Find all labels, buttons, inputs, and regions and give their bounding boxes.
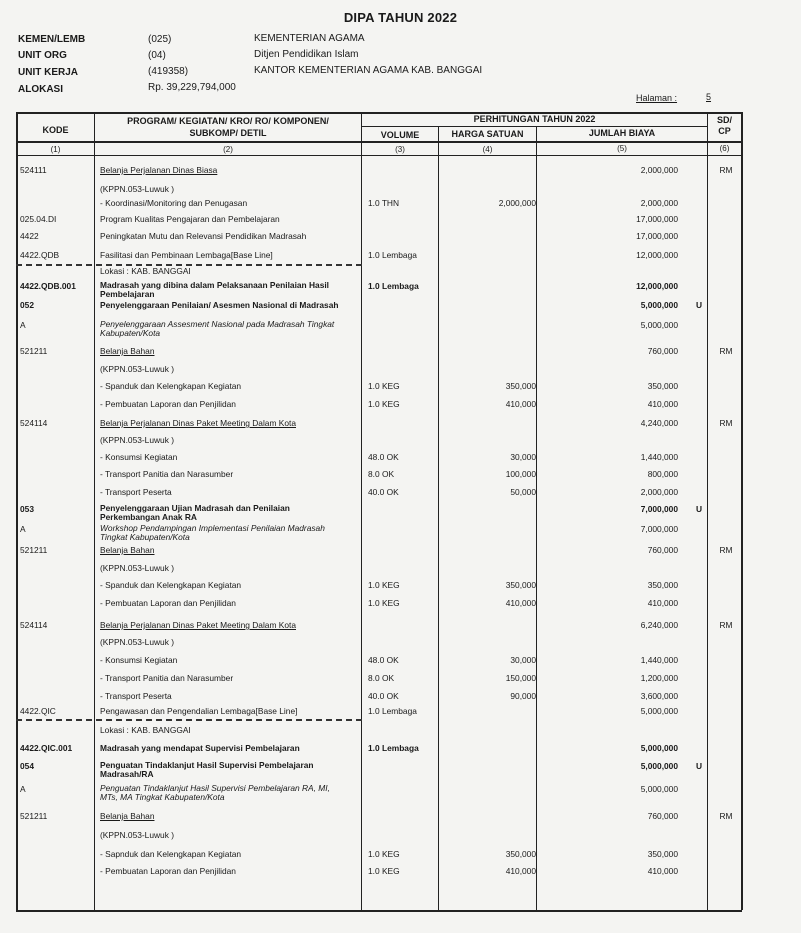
meta-code: (025) [148, 34, 172, 45]
row-flag: U [696, 504, 703, 514]
row-kode: 524111 [20, 165, 47, 175]
header-perhitungan: PERHITUNGAN TAHUN 2022 [473, 114, 596, 124]
row-kode: 4422 [20, 231, 39, 241]
row-jumlah-biaya: 7,000,000 [640, 524, 678, 534]
header-sdcp-sub: CP [718, 126, 731, 136]
row-jumlah-biaya: 5,000,000 [640, 320, 678, 330]
row-volume: 1.0 KEG [368, 399, 400, 409]
section-divider [16, 719, 362, 721]
row-harga-satuan: 100,000 [505, 469, 536, 479]
row-volume: 1.0 KEG [368, 866, 400, 876]
row-description: Peningkatan Mutu dan Relevansi Pendidikan Madrasah [100, 231, 307, 241]
row-jumlah-biaya: 350,000 [647, 580, 678, 590]
row-description: - Koordinasi/Monitoring dan Penugasan [100, 198, 248, 208]
row-kode: 4422.QIC [20, 706, 56, 716]
row-kode: 521211 [20, 811, 48, 821]
row-volume: 40.0 OK [368, 487, 399, 497]
row-description: Fasilitasi dan Pembinaan Lembaga[Base Line] [100, 250, 273, 260]
row-jumlah-biaya: 5,000,000 [640, 761, 678, 771]
row-description: Madrasah yang mendapat Supervisi Pembelajaran [100, 743, 300, 753]
row-description: - Konsumsi Kegiatan [100, 655, 178, 665]
row-description: - Transport Peserta [100, 691, 172, 701]
row-jumlah-biaya: 2,000,000 [640, 165, 678, 175]
header-program: PROGRAM/ KEGIATAN/ KRO/ RO/ KOMPONEN/ [127, 116, 329, 126]
row-kode: A [20, 784, 26, 794]
row-kode: A [20, 320, 26, 330]
row-jumlah-biaya: 12,000,000 [636, 250, 678, 260]
row-description: (KPPN.053-Luwuk ) [100, 637, 175, 647]
row-jumlah-biaya: 1,440,000 [640, 452, 678, 462]
table-rule [16, 155, 742, 156]
row-kode: 524114 [20, 620, 48, 630]
row-description: - Pembuatan Laporan dan Penjilidan [100, 399, 236, 409]
row-kode: 054 [20, 761, 34, 771]
row-kode: A [20, 524, 26, 534]
row-description: - Spanduk dan Kelengkapan Kegiatan [100, 381, 242, 391]
header-kode: KODE [42, 125, 69, 135]
header-sdcp: SD/ [716, 115, 732, 125]
row-sdcp: RM [719, 346, 733, 356]
row-harga-satuan: 50,000 [510, 487, 536, 497]
row-volume: 1.0 KEG [368, 598, 400, 608]
meta-label: UNIT KERJA [18, 67, 79, 78]
row-kode: 052 [20, 300, 34, 310]
row-harga-satuan: 350,000 [505, 381, 536, 391]
row-harga-satuan: 350,000 [505, 580, 536, 590]
row-sdcp: RM [719, 418, 733, 428]
row-jumlah-biaya: 2,000,000 [640, 487, 678, 497]
row-volume: 1.0 Lembaga [368, 250, 417, 260]
row-jumlah-biaya: 410,000 [647, 598, 678, 608]
row-volume: 1.0 KEG [368, 849, 400, 859]
row-jumlah-biaya: 350,000 [647, 849, 678, 859]
row-jumlah-biaya: 2,000,000 [640, 198, 678, 208]
row-jumlah-biaya: 5,000,000 [640, 300, 678, 310]
meta-value: Ditjen Pendidikan Islam [254, 49, 359, 60]
meta-code: (04) [148, 50, 166, 61]
table-col-rule [536, 126, 537, 910]
row-jumlah-biaya: 5,000,000 [640, 706, 678, 716]
row-volume: 1.0 Lembaga [368, 706, 417, 716]
row-description: Lokasi : KAB. BANGGAI [100, 725, 191, 735]
row-jumlah-biaya: 760,000 [647, 545, 678, 555]
row-description: - Pembuatan Laporan dan Penjilidan [100, 598, 236, 608]
meta-value: KANTOR KEMENTERIAN AGAMA KAB. BANGGAI [254, 65, 483, 76]
meta-label: UNIT ORG [18, 50, 67, 61]
row-harga-satuan: 350,000 [505, 849, 536, 859]
table-col-rule [94, 112, 95, 910]
meta-code: (419358) [148, 66, 189, 77]
header-volume: VOLUME [380, 130, 420, 140]
row-jumlah-biaya: 760,000 [647, 346, 678, 356]
row-kode: 025.04.DI [20, 214, 57, 224]
row-description: Pengawasan dan Pengendalian Lembaga[Base Line] [100, 706, 298, 716]
row-kode: 4422.QDB [20, 250, 60, 260]
column-number: (6) [719, 144, 730, 153]
row-harga-satuan: 90,000 [510, 691, 536, 701]
row-jumlah-biaya: 5,000,000 [640, 784, 678, 794]
row-kode: 521211 [20, 545, 48, 555]
row-sdcp: RM [719, 545, 733, 555]
row-description: - Spanduk dan Kelengkapan Kegiatan [100, 580, 242, 590]
row-description: - Transport Peserta [100, 487, 172, 497]
row-description: Belanja Perjalanan Dinas Paket Meeting Dalam Kota [100, 620, 296, 630]
meta-value: KEMENTERIAN AGAMA [254, 33, 365, 44]
row-description: Belanja Perjalanan Dinas Paket Meeting Dalam Kota [100, 418, 296, 428]
row-volume: 1.0 Lembaga [368, 281, 419, 291]
row-description: - Konsumsi Kegiatan [100, 452, 178, 462]
row-jumlah-biaya: 3,600,000 [640, 691, 678, 701]
row-jumlah-biaya: 5,000,000 [640, 743, 678, 753]
row-volume: 1.0 Lembaga [368, 743, 419, 753]
row-description: Belanja Bahan [100, 811, 155, 821]
page-title: DIPA TAHUN 2022 [343, 10, 458, 25]
page-label: Halaman : [636, 93, 678, 103]
page-number: 5 [706, 92, 712, 102]
table-rule [16, 141, 742, 143]
row-volume: 1.0 KEG [368, 381, 400, 391]
row-jumlah-biaya: 6,240,000 [640, 620, 678, 630]
row-description: Belanja Bahan [100, 545, 155, 555]
row-harga-satuan: 2,000,000 [498, 198, 536, 208]
row-harga-satuan: 410,000 [505, 399, 536, 409]
row-kode: 4422.QDB.001 [20, 281, 76, 291]
table-rule [361, 126, 707, 127]
row-jumlah-biaya: 1,440,000 [640, 655, 678, 665]
row-kode: 521211 [20, 346, 48, 356]
row-description: Belanja Bahan [100, 346, 155, 356]
column-number: (1) [50, 145, 61, 154]
row-harga-satuan: 150,000 [505, 673, 536, 683]
row-flag: U [696, 300, 703, 310]
row-description: - Sapnduk dan Kelengkapan Kegiatan [100, 849, 242, 859]
row-description: Lokasi : KAB. BANGGAI [100, 266, 191, 276]
row-description: (KPPN.053-Luwuk ) [100, 184, 175, 194]
row-description: - Transport Panitia dan Narasumber [100, 469, 234, 479]
column-number: (4) [482, 145, 493, 154]
row-description: (KPPN.053-Luwuk ) [100, 364, 175, 374]
row-jumlah-biaya: 410,000 [647, 399, 678, 409]
column-number: (5) [617, 144, 627, 153]
row-description: - Transport Panitia dan Narasumber [100, 673, 234, 683]
row-description: (KPPN.053-Luwuk ) [100, 830, 175, 840]
row-kode: 053 [20, 504, 34, 514]
row-jumlah-biaya: 410,000 [647, 866, 678, 876]
row-kode: 524114 [20, 418, 48, 428]
row-volume: 48.0 OK [368, 452, 399, 462]
row-description: (KPPN.053-Luwuk ) [100, 435, 175, 445]
row-description: - Pembuatan Laporan dan Penjilidan [100, 866, 236, 876]
row-description: Program Kualitas Pengajaran dan Pembelajaran [100, 214, 280, 224]
row-harga-satuan: 30,000 [510, 655, 536, 665]
table-col-rule [707, 112, 708, 910]
row-sdcp: RM [719, 811, 733, 821]
row-description: Penguatan Tindaklanjut Hasil Supervisi Pembelajaran RA, MI, MTs, MA Tingkat Kabupaten/Kota [100, 783, 330, 802]
row-volume: 8.0 OK [368, 469, 395, 479]
row-description: Penyelenggaraan Assesment Nasional pada Madrasah Tingkat Kabupaten/Kota [100, 319, 335, 338]
row-description: Penyelenggaraan Ujian Madrasah dan Penilaian Perkembangan Anak RA [100, 503, 290, 522]
row-volume: 8.0 OK [368, 673, 395, 683]
row-description: Belanja Perjalanan Dinas Biasa [100, 165, 218, 175]
meta-label: ALOKASI [18, 84, 63, 95]
row-jumlah-biaya: 350,000 [647, 381, 678, 391]
row-description: Penyelenggaraan Penilaian/ Asesmen Nasional di Madrasah [100, 300, 339, 310]
header-jumlah: JUMLAH BIAYA [588, 128, 656, 138]
column-number: (2) [223, 145, 233, 154]
table-col-rule [438, 126, 439, 910]
row-description: Workshop Pendampingan Implementasi Penilaian Madrasah Tingkat Kabupaten/Kota [100, 523, 325, 542]
row-jumlah-biaya: 1,200,000 [640, 673, 678, 683]
row-volume: 1.0 THN [368, 198, 400, 208]
row-volume: 40.0 OK [368, 691, 399, 701]
table-col-rule [361, 112, 362, 910]
row-kode: 4422.QIC.001 [20, 743, 73, 753]
row-jumlah-biaya: 800,000 [647, 469, 678, 479]
meta-code: Rp. 39,229,794,000 [148, 82, 236, 93]
row-sdcp: RM [719, 620, 733, 630]
table-border-bottom [16, 910, 742, 912]
table-col-rule [16, 112, 18, 910]
row-description: Penguatan Tindaklanjut Hasil Supervisi Pembelajaran Madrasah/RA [100, 760, 314, 779]
row-volume: 1.0 KEG [368, 580, 400, 590]
row-sdcp: RM [719, 165, 733, 175]
row-flag: U [696, 761, 703, 771]
row-jumlah-biaya: 7,000,000 [640, 504, 678, 514]
header-program-sub: SUBKOMP/ DETIL [189, 128, 267, 138]
row-description: (KPPN.053-Luwuk ) [100, 563, 175, 573]
row-jumlah-biaya: 760,000 [647, 811, 678, 821]
row-jumlah-biaya: 12,000,000 [636, 281, 678, 291]
row-description: Madrasah yang dibina dalam Pelaksanaan Penilaian Hasil Pembelajaran [100, 280, 330, 299]
meta-label: KEMEN/LEMB [18, 34, 86, 45]
header-harga: HARGA SATUAN [451, 129, 524, 139]
table-col-rule [741, 112, 743, 910]
row-jumlah-biaya: 4,240,000 [640, 418, 678, 428]
row-jumlah-biaya: 17,000,000 [636, 231, 678, 241]
row-harga-satuan: 410,000 [505, 866, 536, 876]
column-number: (3) [395, 145, 405, 154]
row-jumlah-biaya: 17,000,000 [636, 214, 678, 224]
row-harga-satuan: 30,000 [510, 452, 536, 462]
row-harga-satuan: 410,000 [505, 598, 536, 608]
row-volume: 48.0 OK [368, 655, 399, 665]
